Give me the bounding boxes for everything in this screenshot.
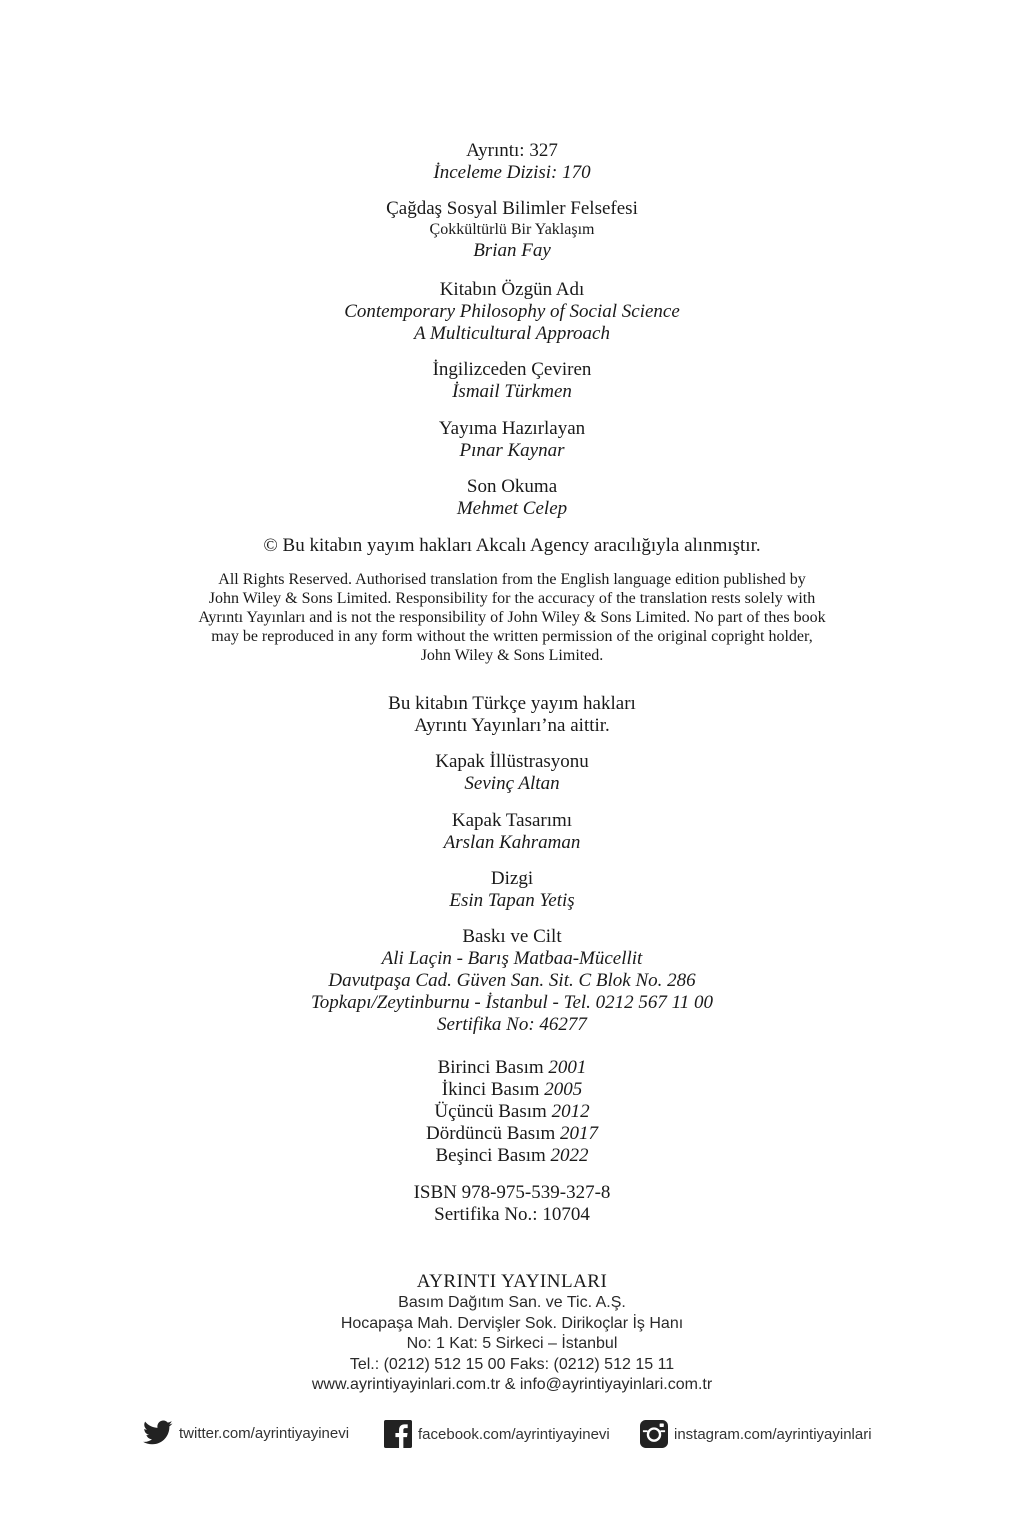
edition-label: Beşinci Basım bbox=[435, 1145, 546, 1166]
typesetting-name: Esin Tapan Yetiş bbox=[449, 890, 575, 911]
twitter-icon bbox=[143, 1420, 173, 1446]
edition-label: Üçüncü Basım bbox=[434, 1101, 547, 1122]
instagram-link[interactable] bbox=[640, 1420, 872, 1448]
translator-section bbox=[0, 359, 1024, 403]
edition-line bbox=[0, 1145, 1024, 1167]
instagram-icon bbox=[640, 1420, 668, 1448]
facebook-link[interactable] bbox=[384, 1420, 610, 1448]
cover-design-name: Arslan Kahraman bbox=[443, 832, 581, 853]
printing-label: Baskı ve Cilt bbox=[462, 926, 562, 947]
editions-list bbox=[0, 1057, 1024, 1167]
publisher-line: Tel.: (0212) 512 15 00 Faks: (0212) 512 15 11 bbox=[349, 1355, 675, 1373]
cover-design-label: Kapak Tasarımı bbox=[451, 810, 573, 831]
turkish-rights-line: Ayrıntı Yayınları’na aittir. bbox=[414, 715, 610, 736]
edition-label: Birinci Basım bbox=[437, 1057, 544, 1078]
facebook-handle: facebook.com/ayrintiyayinevi bbox=[418, 1425, 610, 1443]
printing-line: Davutpaşa Cad. Güven San. Sit. C Blok No. 286 bbox=[328, 970, 696, 991]
edition-year: 2005 bbox=[544, 1079, 583, 1100]
rights-line: All Rights Reserved. Authorised translation from the English language edition published by bbox=[218, 571, 806, 588]
rights-line: John Wiley & Sons Limited. bbox=[420, 647, 604, 664]
isbn: ISBN 978-975-539-327-8 bbox=[413, 1182, 611, 1203]
edition-line bbox=[0, 1101, 1024, 1123]
proof-name: Mehmet Celep bbox=[456, 498, 568, 519]
edition-year: 2001 bbox=[548, 1057, 587, 1078]
book-info bbox=[0, 198, 1024, 262]
editor-label: Yayıma Hazırlayan bbox=[438, 418, 586, 439]
edition-year: 2022 bbox=[550, 1145, 589, 1166]
original-title-section bbox=[0, 279, 1024, 345]
edition-year: 2012 bbox=[551, 1101, 590, 1122]
edition-line bbox=[0, 1079, 1024, 1101]
book-title: Çağdaş Sosyal Bilimler Felsefesi bbox=[386, 198, 638, 219]
cover-illustration-name: Sevinç Altan bbox=[464, 773, 560, 794]
social-links bbox=[0, 1420, 1024, 1460]
copyright-notice bbox=[0, 535, 1024, 557]
translator-name: İsmail Türkmen bbox=[452, 381, 572, 402]
cover-illustration-label: Kapak İllüstrasyonu bbox=[435, 751, 589, 772]
printing-section bbox=[0, 926, 1024, 1036]
edition-label: İkinci Basım bbox=[441, 1079, 540, 1100]
printing-line: Topkapı/Zeytinburnu - İstanbul - Tel. 0212 567 11 00 bbox=[310, 992, 713, 1013]
proof-label: Son Okuma bbox=[466, 476, 558, 497]
copyright-text: © Bu kitabın yayım hakları Akcalı Agency aracılığıyla alınmıştır. bbox=[263, 535, 761, 556]
series-review-number: İnceleme Dizisi: 170 bbox=[433, 162, 591, 183]
publisher-line: Basım Dağıtım San. ve Tic. A.Ş. bbox=[398, 1294, 626, 1311]
publisher-website[interactable]: www.ayrintiyayinlari.com.tr & info@ayrintiyayinlari.com.tr bbox=[311, 1376, 713, 1393]
publisher-info bbox=[0, 1271, 1024, 1396]
isbn-section bbox=[0, 1182, 1024, 1226]
twitter-link[interactable] bbox=[143, 1420, 349, 1446]
instagram-handle: instagram.com/ayrintiyayinlari bbox=[674, 1425, 872, 1443]
facebook-icon bbox=[384, 1420, 412, 1448]
cover-illustration-section bbox=[0, 751, 1024, 795]
typesetting-label: Dizgi bbox=[490, 868, 534, 889]
book-subtitle: Çokkültürlü Bir Yaklaşım bbox=[429, 221, 595, 238]
edition-line bbox=[0, 1057, 1024, 1079]
editor-section bbox=[0, 418, 1024, 462]
rights-line: may be reproduced in any form without the written permission of the original copright holder, bbox=[211, 628, 813, 645]
translator-label: İngilizceden Çeviren bbox=[432, 359, 592, 380]
book-author: Brian Fay bbox=[473, 240, 551, 261]
rights-line: John Wiley & Sons Limited. Responsibility for the accuracy of the translation rests solely with bbox=[208, 590, 816, 607]
turkish-rights bbox=[0, 693, 1024, 737]
original-title: Contemporary Philosophy of Social Science bbox=[344, 301, 680, 322]
original-title-label: Kitabın Özgün Adı bbox=[439, 279, 585, 300]
printing-line: Ali Laçin - Barış Matbaa-Mücellit bbox=[381, 948, 643, 969]
proof-section bbox=[0, 476, 1024, 520]
series-number: Ayrıntı: 327 bbox=[466, 140, 558, 161]
editor-name: Pınar Kaynar bbox=[459, 440, 565, 461]
twitter-handle: twitter.com/ayrintiyayinevi bbox=[179, 1424, 350, 1442]
rights-statement bbox=[0, 570, 1024, 665]
original-subtitle: A Multicultural Approach bbox=[414, 323, 610, 344]
cover-design-section bbox=[0, 810, 1024, 854]
edition-label: Dördüncü Basım bbox=[425, 1123, 556, 1144]
publisher-line: No: 1 Kat: 5 Sirkeci – İstanbul bbox=[406, 1335, 618, 1352]
series-info bbox=[0, 140, 1024, 184]
typesetting-section bbox=[0, 868, 1024, 912]
publisher-line: Hocapaşa Mah. Dervişler Sok. Dirikoçlar İş Hanı bbox=[340, 1314, 684, 1332]
edition-line bbox=[0, 1123, 1024, 1145]
edition-year: 2017 bbox=[560, 1123, 599, 1144]
certificate-number: Sertifika No.: 10704 bbox=[434, 1204, 590, 1225]
printing-line: Sertifika No: 46277 bbox=[437, 1014, 587, 1035]
publisher-name: AYRINTI YAYINLARI bbox=[416, 1271, 608, 1292]
turkish-rights-line: Bu kitabın Türkçe yayım hakları bbox=[388, 693, 636, 714]
rights-line: Ayrıntı Yayınları and is not the responsibility of John Wiley & Sons Limited. No part of thes book bbox=[198, 609, 826, 626]
